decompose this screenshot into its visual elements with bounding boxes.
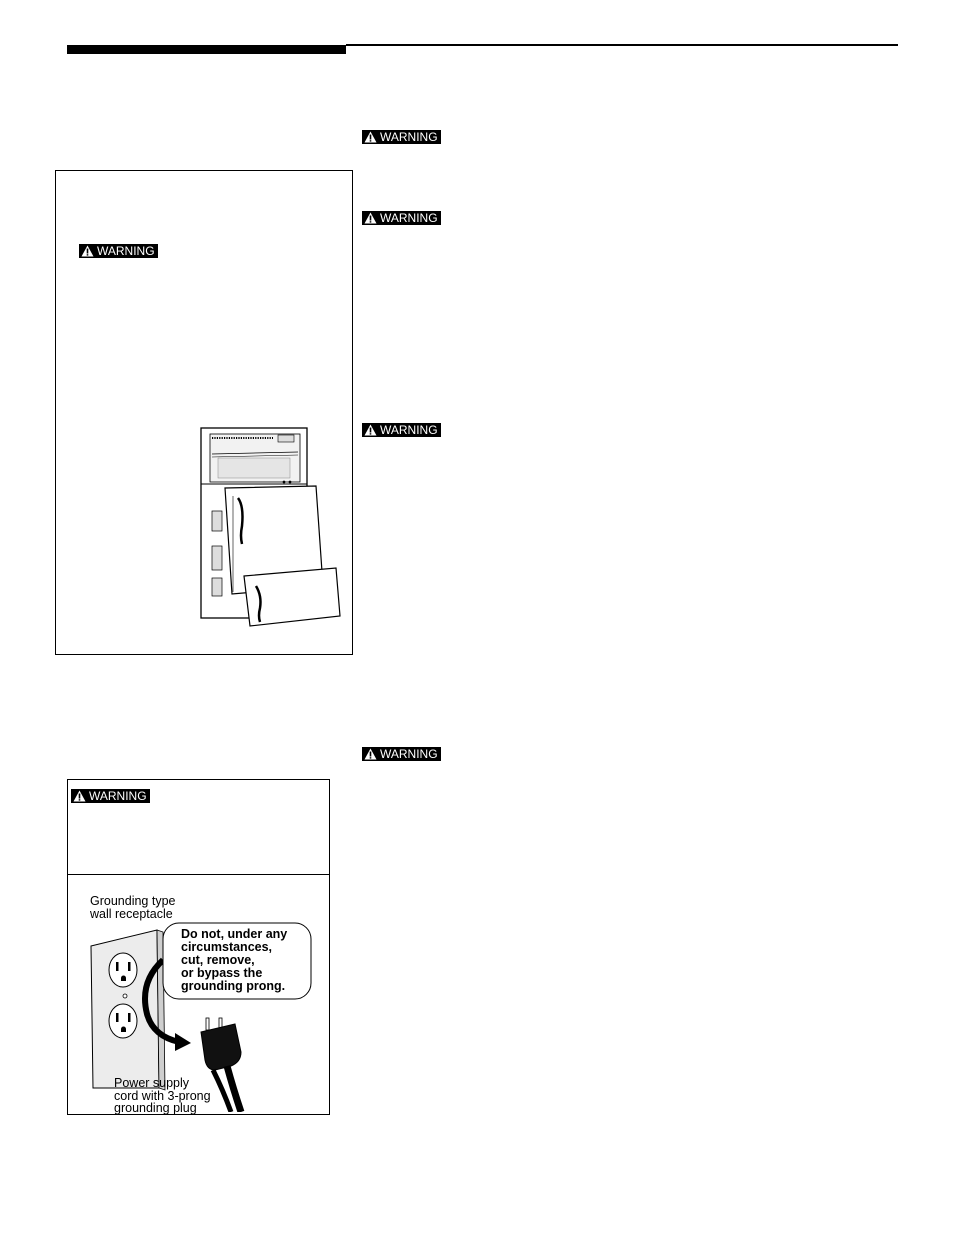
- warning-text: WARNING: [380, 130, 438, 144]
- callout-line: circumstances,: [181, 940, 273, 954]
- callout-line: cut, remove,: [181, 953, 255, 967]
- warning-text: WARNING: [380, 747, 438, 761]
- exclamation-triangle-icon: [364, 424, 377, 436]
- exclamation-triangle-icon: [364, 212, 377, 224]
- exclamation-triangle-icon: [364, 131, 377, 143]
- refrigerator-doors-removed-illustration: [198, 426, 343, 636]
- warning-label: [71, 789, 150, 803]
- warning-label: [362, 130, 441, 144]
- callout-line: or bypass the: [181, 966, 263, 980]
- receptacle-label-line2: wall receptacle: [90, 907, 173, 921]
- exclamation-triangle-icon: [81, 245, 94, 257]
- grounding-outlet-illustration: [75, 890, 325, 1112]
- warning-label: [362, 211, 441, 225]
- warning-label: [362, 423, 441, 437]
- cord-label-line: cord with 3-prong: [114, 1089, 211, 1103]
- warning-text: WARNING: [380, 423, 438, 437]
- warning-text: WARNING: [97, 244, 155, 258]
- cord-label-line: grounding plug: [114, 1101, 197, 1115]
- exclamation-triangle-icon: [73, 790, 86, 802]
- callout-line: grounding prong.: [181, 979, 286, 993]
- cord-label-line: Power supply: [114, 1076, 190, 1090]
- callout-line: Do not, under any: [181, 927, 288, 941]
- exclamation-triangle-icon: [364, 748, 377, 760]
- header-rule-thin: [346, 44, 898, 46]
- header-rule-thick: [67, 45, 346, 54]
- warning-label: [362, 747, 441, 761]
- warning-text: WARNING: [380, 211, 438, 225]
- warning-label: [79, 244, 158, 258]
- receptacle-label-line1: Grounding type: [90, 894, 176, 908]
- box-divider: [67, 874, 330, 875]
- warning-text: WARNING: [89, 789, 147, 803]
